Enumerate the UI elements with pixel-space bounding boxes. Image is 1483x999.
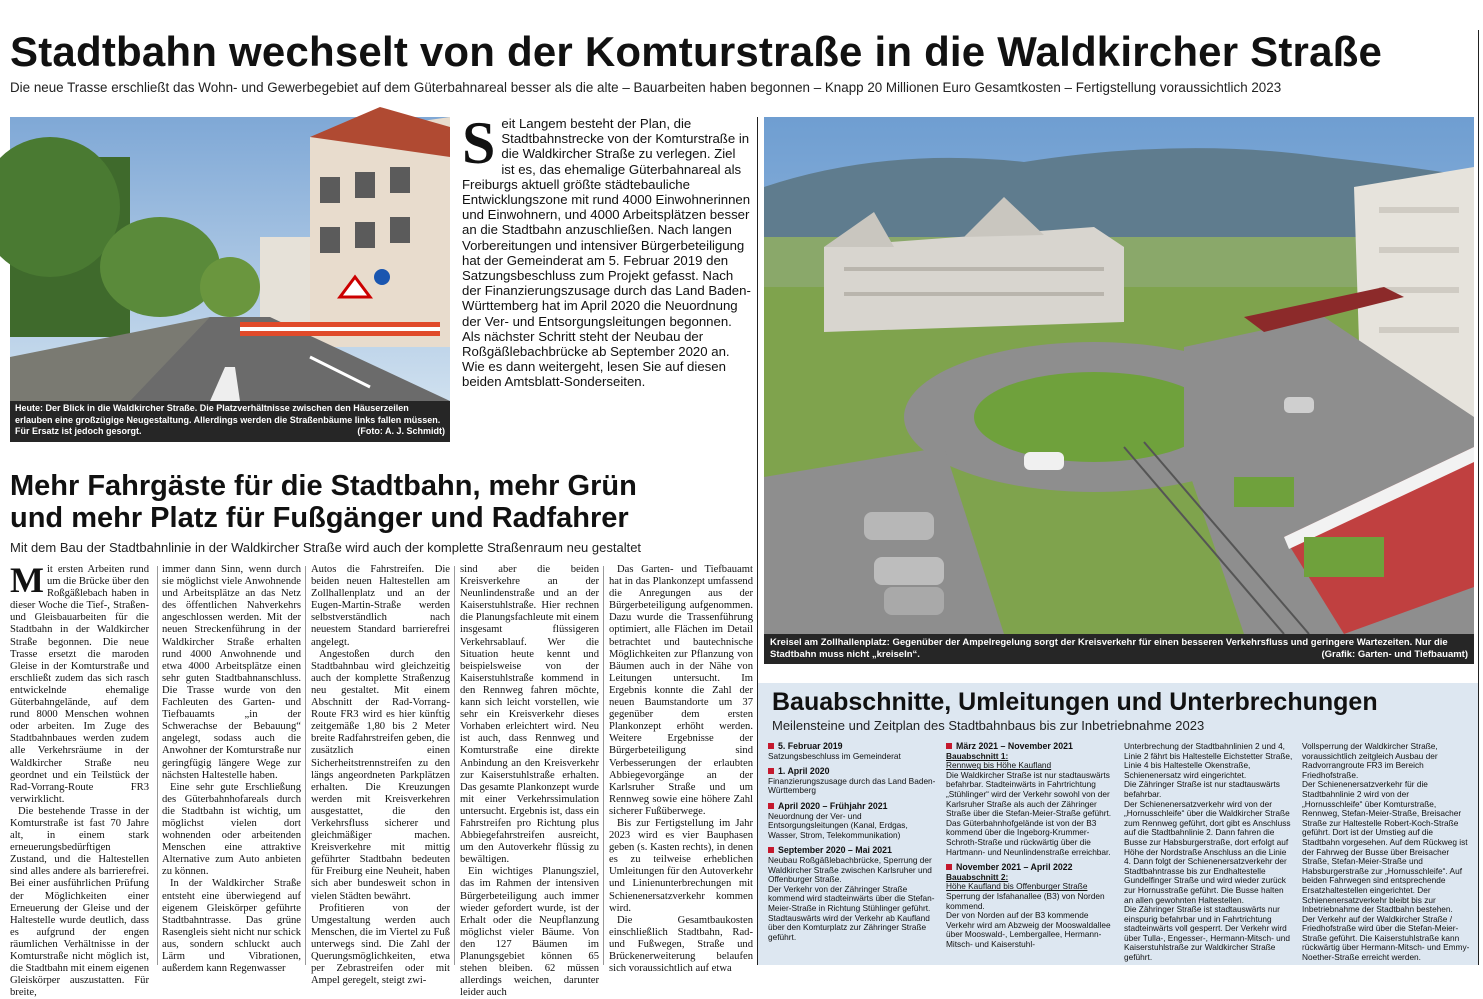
rendering-credit: (Grafik: Garten- und Tiefbauamt) [1321, 649, 1468, 660]
bullet-square-icon [768, 847, 774, 853]
timeline-column-2 [946, 742, 1116, 965]
milestone-date: 1. April 2020 [778, 766, 830, 777]
subline: Die neue Trasse erschließt das Wohn- und Gewerbegebiet auf dem Güterbahnareal besser als die alte – Bauarbeiten haben begonnen – Knapp 20 Millionen Euro Gesamtkosten – Fertigstellung voraussichtlich 2023 [10, 80, 1282, 95]
timeline-text: Der Verkehr auf der Waldkircher Straße / Friedhofstraße wird über die Stefan-Meier-Straße geführt. Die Kaiserstuhlstraße kann rückwärtig über Hermann-Mitsch- und Emmy-Noether-Straße erreicht werden. [1302, 913, 1470, 963]
bullet-square-icon [946, 864, 952, 870]
drop-cap: S [462, 110, 496, 176]
section-label: Bauabschnitt 1: [946, 750, 1009, 761]
milestone-date: März 2021 – November 2021 [956, 741, 1073, 751]
timeline-text: Vollsperrung der Waldkircher Straße, voraussichtlich zeitgleich Ausbau der Radvorrangroute FR3 im Bereich Friedhofstraße. [1302, 741, 1438, 780]
intro-paragraph [462, 110, 752, 390]
column-text: In der Waldkircher Straße entsteht eine überwiegend auf eigenem Gleiskörper geführte Stadtbahntrasse. Das grüne Rasengleis sieht nicht nur schick aus, sondern schluckt auch Lärm und Vibrationen, außerdem kann Regenwasser [162, 878, 301, 975]
column-text: Ein wichtiges Planungsziel, das im Rahmen der intensiven Bürgerbeteiligung auch immer wieder gefordert wurde, ist der Erhalt oder die Neupflanzung möglichst vieler Bäume. Von den 127 Bäumen im Planungsgebiet können 65 stehen bleiben. 62 müssen allerdings weichen, darunter leider auch [460, 866, 599, 999]
roundabout-rendering [764, 117, 1474, 634]
timeline-text: Die Zähringer Straße ist nur stadtauswärts befahrbar. [1124, 779, 1280, 799]
column-text: sind aber die beiden Kreisverkehre an der Neunlindenstraße und an der Kaiserstuhlstraße. Hier rechnen die Planungsfachleute mit einem insgesamt flüssigeren Verkehrsablauf. Wer die Situation heute kennt und beispielsweise von der Kaiserstuhlstraße kommend in den Rennweg fahren möchte, kann sich leicht vorstellen, wie sehr ein Kreisverkehr dieses Vorhaben erleichtert wird. Neu ist auch, dass Rennweg und Komturstraße eine direkte Anbindung an den Kreisverkehr zur Kaiserstuhlstraße erhalten. Das gesamte Plankonzept wurde mit einer Verkehrssimulation untersucht. Ergebnis ist, dass ein Fahrstreifen pro Richtung plus Abbiegefahrstreifen ausreicht, um den Autoverkehr flüssig zu bewältigen. [460, 564, 599, 866]
article-title-line-2: und mehr Platz für Fußgänger und Radfahrer [10, 502, 629, 534]
article-subtitle: Mit dem Bau der Stadtbahnlinie in der Waldkircher Straße wird auch der komplette Straßenraum neu gestaltet [10, 540, 642, 555]
milestone-date: 5. Februar 2019 [778, 741, 843, 751]
bullet-square-icon [768, 768, 774, 774]
section-range: Rennweg bis Höhe Kaufland [946, 760, 1052, 771]
column-text: Bis zur Fertigstellung im Jahr 2023 wird es vier Bauphasen geben (s. Kasten rechts), in denen es zu teilweise erheblichen Umleitungen für den Autoverkehr und Linienunterbrechungen mit Schienenersatzverkehr kommen wird. [609, 817, 753, 914]
article-title [10, 470, 750, 534]
bullet-square-icon [768, 803, 774, 809]
milestone [946, 863, 1116, 949]
column-text: immer dann Sinn, wenn durch sie möglichst viele Anwohnende und Arbeitsplätze an das Netz des öffentlichen Nahverkehrs angeschlossen werden. Mit der neuen Streckenführung in der Waldkircher Straße erhalten rund 4000 Anwohnende und etwa 4000 Arbeitsplätze einen sehr guten Stadtbahnanschluss. Die Trasse wurde von den Fachleuten des Garten- und Tiefbauamts „in der Schwerachse der Bebauung“ angelegt, sodass auch die Anwohner der Komturstraße nur geringfügig längere Wege zur nächsten Haltestelle haben. [162, 564, 301, 781]
milestone-text: Satzungsbeschluss im Gemeinderat [768, 750, 901, 761]
article-column-3 [311, 564, 450, 987]
column-text: Autos die Fahrstreifen. Die beiden neuen Haltestellen am Zollhallenplatz und an der Eugen-Martin-Straße werden selbstverständlich nach neuestem Standard barrierefrei angelegt. [311, 564, 450, 648]
column-text: Angestoßen durch den Stadtbahnbau wird gleichzeitig auch der komplette Straßenzug neu gestaltet. Mit einem Abschnitt der Rad-Vorrang-Route FR3 wird es hier künftig zeitgemäße 1,80 bis 2 Meter breite Radfahrstreifen geben, die zusätzlich einen Sicherheitstrennstreifen zu den längs angeordneten Parkplätzen erhalten. Die Kreuzungen werden mit Kreisverkehren ausgestattet, die den Verkehrsfluss sicherer und gleichmäßiger machen. Kreisverkehre mit mittig geführter Stadtbahn bedeuten für Freiburg eine Neuheit, haben sich aber bundesweit schon in vielen Städten bewährt. [311, 648, 450, 902]
milestone-text: Neubau Roßgäßlebachbrücke, Sperrung der Waldkircher Straße zwischen Karlsruher und Offenburger Straße. [768, 854, 932, 885]
intro-text: eit Langem besteht der Plan, die Stadtbahnstrecke von der Komturstraße in die Waldkircher Straße zu verlegen. Ziel ist es, das ehemalige Güterbahnareal als Freiburgs aktuell größte städtebauliche Entwicklungszone mit rund 4000 Einwohnerinnen und Einwohnern, und 4000 Arbeitsplätzen besser an die Stadtbahn anzuschließen. Nach langen Vorbereitungen und intensiver Bürgerbeteiligung hat der Gemeinderat am 5. Februar 2019 den Satzungsbeschluss zum Projekt gefasst. Nach der Finanzierungszusage durch das Land Baden-Württemberg hat im April 2020 die Neuordnung der Ver- und Entsorgungsleitungen begonnen. Als nächster Schritt steht der Neubau der Roßgäßlebachbrücke ab September 2020 an. Wie es dann weitergeht, lesen Sie auf diesen beiden Amtsblatt-Sonderseiten. [462, 116, 751, 390]
timeline-column-1 [768, 742, 938, 965]
milestone-date: September 2020 – Mai 2021 [778, 845, 892, 856]
timeline-text: Der Schienenersatzverkehr für die Stadtbahnlinie 2 wird von der „Hornusschleife“ über Komturstraße, Rennweg, Stefan-Meier-Straße, Breisacher Straße zur Haltestelle Robert-Koch-Straße geführt. Dort ist der Umstieg auf die Stadtbahn vorgesehen. Auf dem Rückweg ist der Fahrweg der Busse über Breisacher Straße, Stefan-Meier-Straße und Habsburgerstraße zur „Hornusschleife“. Auf beiden Fahrwegen sind entsprechende Ersatzhaltestellen eingerichtet. Der Schienenersatzverkehr bleibt bis zur Inbetriebnahme der Stadtbahn bestehen. [1302, 779, 1468, 915]
column-text: Eine sehr gute Erschließung des Güterbahnhofareals durch die Stadtbahn ist wichtig, um möglichst vielen dort wohnenden oder arbeitenden Menschen eine attraktive Alternative zum Auto anbieten zu können. [162, 781, 301, 878]
photo-caption [10, 401, 450, 442]
column-divider [454, 566, 455, 965]
photo-caption-text: Heute: Der Blick in die Waldkircher Straße. Die Platzverhältnisse zwischen den Häuserzeilen erlauben eine großzügige Neugestaltung. Allerdings werden die Straßenbäume links fallen müssen. Für Ersatz ist jedoch gesorgt. [15, 403, 441, 436]
milestone [768, 802, 938, 840]
column-text: Profitieren von der Umgestaltung werden auch Menschen, die im Viertel zu Fuß unterwegs sind. Die Zahl der Querungsmöglichkeiten, etwa per Zebrastreifen oder mit Ampel geregelt, steigt zwi- [311, 902, 450, 987]
column-text: it ersten Arbeiten rund um die Brücke über den Roßgäßlebach haben in dieser Woche die Tief-, Straßen- und Gleisbauarbeiten für die Stadtbahn in der Waldkircher Straße begonnen. Die neue Trasse ersetzt die maroden Gleise in der Komturstraße und erschließt zudem das sich rasch entwickelnde ehemalige Güterbahngelände, auf dem rund 8000 Menschen wohnen oder arbeiten. Im Zuge des Stadtbahnbaues werden zudem alle Verkehrsräume in der Waldkircher Straße neu geordnet und ein Teilstück der Rad-Vorrang-Route FR3 verwirklicht. [10, 564, 149, 805]
article-column-1 [10, 560, 149, 999]
milestone-date: April 2020 – Frühjahr 2021 [778, 800, 888, 811]
article-column-5 [609, 564, 753, 975]
timeline-subtitle: Meilensteine und Zeitplan des Stadtbahnbaus bis zur Inbetriebnahme 2023 [772, 718, 1205, 733]
column-divider [157, 566, 158, 965]
milestone-text: Der Verkehr von der Zähringer Straße kommend wird stadteinwärts über die Stefan-Meier-Straße in Richtung Stühlinger geführt. Stadtauswärts wird der Verkehr ab Kaufland über den Komturplatz zur Zähringer Straße geführt. [768, 883, 935, 942]
street-photo-illustration [10, 117, 450, 401]
column-text: Die bestehende Trasse in der Komturstraße ist fast 70 Jahre alt, in einem stark erneuerungsbedürftigen Zustand, und die Haltestellen sind alles andere als barrierefrei. Bei einer ausführlichen Prüfung der Möglichkeiten einer Erneuerung der Gleise und der Haltestelle wurde deutlich, dass es aufgrund der engen räumlichen Verhältnisse in der Komturstraße nicht möglich ist, die Stadtbahn mit einem eigenen Gleiskörper auszustatten. Für breite, [10, 805, 149, 999]
headline: Stadtbahn wechselt von der Komturstraße in die Waldkircher Straße [10, 28, 1383, 75]
bullet-square-icon [768, 743, 774, 749]
column-divider [305, 566, 306, 965]
street-photo [10, 117, 450, 401]
photo-credit: (Foto: A. J. Schmidt) [357, 426, 445, 436]
article-title-line-1: Mehr Fahrgäste für die Stadtbahn, mehr Grün [10, 470, 637, 502]
milestone-text: Die Waldkircher Straße ist nur stadtauswärts befahrbar. Stadteinwärts in Fahrtrichtung „Stühlinger“ wird der Verkehr sowohl von der Karlsruher Straße als auch der Zähringer Straße über die Stefan-Meier-Straße geführt. Das Güterbahnhofgelände ist von der B3 kommend über die Ingeborg-Krummer-Schroth-Straße und rückwärtig über die Hartmann- und Neunlindenstraße erreichbar. [946, 769, 1112, 857]
milestone [768, 742, 938, 761]
article-column-4 [460, 564, 599, 999]
milestone-text: Der von Norden auf der B3 kommende Verkehr wird am Abzweig der Mooswaldallee über Mooswald-, Lembergallee, Hermann-Mitsch- und Kaiserstuhl- [946, 910, 1111, 949]
rendering-caption [764, 634, 1474, 664]
page-edge-rule [1478, 30, 1479, 965]
rendering-caption-text: Kreisel am Zollhallenplatz: Gegenüber der Ampelregelung sorgt der Kreisverkehr für einen besseren Verkehrsfluss und geringere Wartezeiten. Nur die Stadtbahn muss nicht „kreiseln“. [770, 637, 1448, 660]
milestone [768, 767, 938, 796]
roundabout-illustration [764, 117, 1474, 634]
column-text: Die Gesamtbaukosten einschließlich Stadtbahn, Rad- und Fußwegen, Straße und Brückenerweiterung belaufen sich voraussichtlich auf etwa [609, 914, 753, 975]
milestone-text: Finanzierungszusage durch das Land Baden-Württemberg [768, 775, 936, 796]
timeline-column-4 [1302, 742, 1470, 965]
timeline-title: Bauabschnitte, Umleitungen und Unterbrechungen [772, 688, 1378, 716]
milestone-date: November 2021 – April 2022 [956, 862, 1073, 873]
timeline-column-3 [1124, 742, 1294, 965]
milestone-text: Sperrung der Isfahanallee (B3) von Norden kommend. [946, 890, 1105, 911]
drop-cap: M [10, 560, 44, 600]
bullet-square-icon [946, 743, 952, 749]
timeline-text: Unterbrechung der Stadtbahnlinien 2 und 4, Linie 2 fährt bis Haltestelle Eichstetter Straße, Linie 4 bis Haltestelle Okenstraße, Schienenersatz wird eingerichtet. [1124, 741, 1293, 780]
article-column-2 [162, 564, 301, 975]
milestone [768, 846, 938, 942]
milestone [946, 742, 1116, 857]
timeline-text: Die Zähringer Straße ist stadtauswärts nur einspurig befahrbar und in Fahrtrichtung stadteinwärts voll gesperrt. Der Verkehr wird über Tulla-, Engesser-, Hermann-Mitsch- und Kaiserstuhlstraße zur Waldkircher Straße geführt. [1124, 904, 1291, 963]
section-label: Bauabschnitt 2: [946, 871, 1009, 882]
column-divider [603, 566, 604, 965]
column-text: Das Garten- und Tiefbauamt hat in das Plankonzept umfassend die Anregungen aus der Bürgerbeteiligung aufgenommen. Dazu wurde die Trassenführung optimiert, alle Flächen im Detail betrachtet und bautechnische Möglichkeiten zur Pflanzung von Bäumen auch in der Nähe von Leitungen untersucht. Im Ergebnis konnte die Zahl der neuen Baumstandorte um 37 gegenüber dem ersten Plankonzept erhöht werden. Weitere Ergebnisse der Bürgerbeteiligung sind Verbesserungen der erlaubten Abbiegevorgänge an der Karlsruher Straße und um Rennweg sowie eine höhere Zahl sicherer Fußüberwege. [609, 564, 753, 817]
milestone-text: Neuordnung der Ver- und Entsorgungsleitungen (Kanal, Erdgas, Wasser, Strom, Telekommunikation) [768, 810, 908, 840]
section-range: Höhe Kaufland bis Offenburger Straße [946, 881, 1088, 892]
timeline-text: Der Schienenersatzverkehr wird von der „Hornusschleife“ über die Waldkircher Straße zum Rennweg geführt, dort gibt es Anschluss auf die Stadtbahnlinie 2. Dann fahren die Busse zur Habsburgerstraße, dort erfolgt auf Höhe der Nordstraße Anschluss an die Linie 4. Dann folgt der Schienenersatzverkehr der Stadtbahntrasse bis zur Endhaltestelle Gundelfinger Straße und wird wieder zurück zur Hornusstraße geführt. Die Busse halten an allen gewohnten Haltestellen. [1124, 798, 1291, 905]
